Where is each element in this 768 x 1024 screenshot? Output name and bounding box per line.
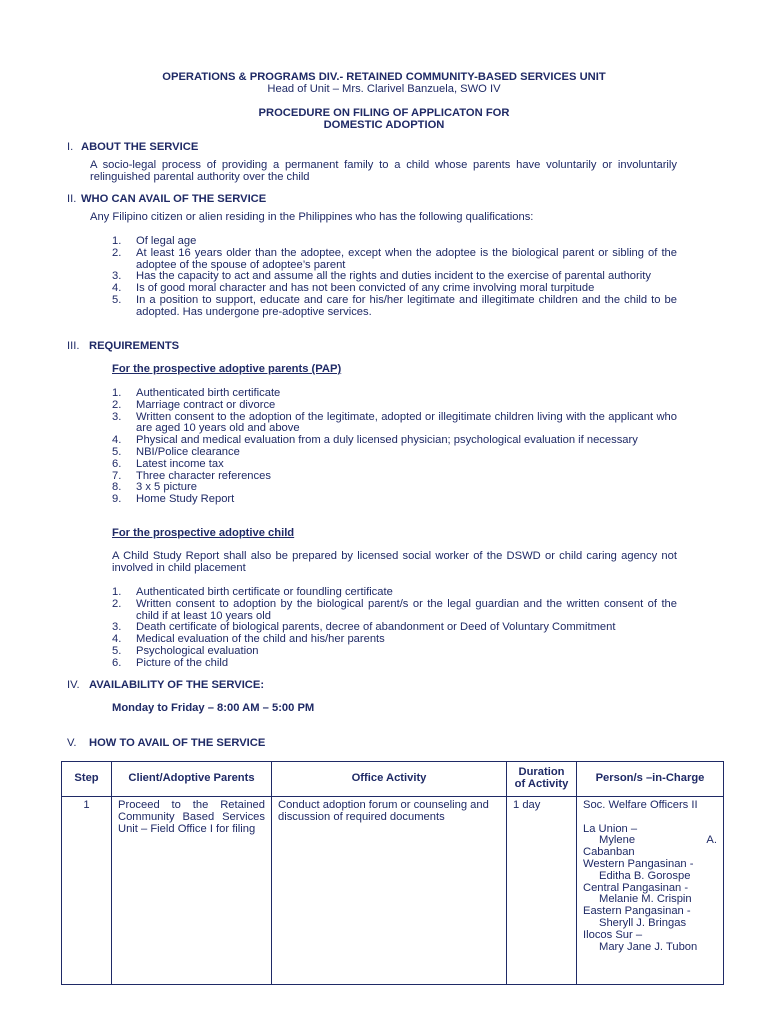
list-item: 1. Authenticated birth certificate <box>112 387 281 399</box>
list-item: 3. Written consent to the adoption of the legitimate, adopted or illegitimate children living with the applicant who are aged 10 years old and above <box>112 410 677 435</box>
column-header-office-activity: Office Activity <box>272 762 507 797</box>
pap-requirements-list <box>112 388 677 506</box>
person-in-charge-cell <box>577 797 724 985</box>
list-item: 4. Is of good moral character and has not been convicted of any crime involving moral turpitude <box>112 282 595 295</box>
list-item: 5. In a position to support, educate and care for his/her legitimate and illegitimate children and the child to be adopted. Has undergone pre-adoptive services. <box>112 293 677 318</box>
head-of-unit: Head of Unit – Mrs. Clarivel Banzuela, SWO IV <box>267 83 501 95</box>
list-item: 4. Physical and medical evaluation from a duly licensed physician; psychological evaluation if necessary <box>112 434 638 447</box>
section-title: AVAILABILITY OF THE SERVICE: <box>89 679 265 691</box>
procedure-title-line2: DOMESTIC ADOPTION <box>323 119 445 131</box>
officer-name-la-union-cont: Cabanban <box>583 846 635 859</box>
procedure-title-line1: PROCEDURE ON FILING OF APPLICATON FOR <box>258 107 510 119</box>
list-item: 7. Three character references <box>112 469 271 482</box>
column-header-person-in-charge: Person/s –in-Charge <box>577 762 724 797</box>
step-cell: 1 <box>62 797 112 985</box>
pap-requirements-heading: For the prospective adoptive parents (PAP) <box>112 363 342 375</box>
section-title: REQUIREMENTS <box>89 340 180 352</box>
child-study-report-text: A Child Study Report shall also be prepared by licensed social worker of the DSWD or child caring agency not involved in child placement <box>112 550 677 574</box>
list-item: 3. Death certificate of biological parents, decree of abandonment or Deed of Voluntary Commitment <box>112 621 616 634</box>
list-item: 6. Latest income tax <box>112 457 224 470</box>
officer-name-central-pangasinan: Melanie M. Crispin <box>599 893 692 906</box>
officer-name-western-pangasinan: Editha B. Gorospe <box>599 869 691 882</box>
list-item: 5. NBI/Police clearance <box>112 445 240 458</box>
about-service-text: A socio-legal process of providing a permanent family to a child whose parents have voluntarily or involuntarily relinguished parental authority over the child <box>90 159 677 183</box>
client-cell: Proceed to the Retained Community Based Services Unit – Field Office I for filing <box>112 797 272 985</box>
area-eastern-pangasinan: Eastern Pangasinan - <box>583 905 691 918</box>
section-title: WHO CAN AVAIL OF THE SERVICE <box>81 193 267 205</box>
list-item: 3. Has the capacity to act and assume all the rights and duties incident to the exercise of parental authority <box>112 270 651 283</box>
section-title: HOW TO AVAIL OF THE SERVICE <box>89 737 266 749</box>
section-2-heading <box>67 194 266 206</box>
area-la-union: La Union – <box>583 822 638 835</box>
area-western-pangasinan: Western Pangasinan - <box>583 857 694 870</box>
duration-cell: 1 day <box>507 797 577 985</box>
office-heading: OPERATIONS & PROGRAMS DIV.- RETAINED COMMUNITY-BASED SERVICES UNIT <box>162 71 606 83</box>
section-4-heading <box>67 680 264 692</box>
list-item: 1. Of legal age <box>112 235 197 247</box>
qualifications-intro: Any Filipino citizen or alien residing in the Philippines who has the following qualifications: <box>90 211 534 223</box>
list-item: 9. Home Study Report <box>112 493 235 506</box>
section-1-heading <box>67 142 198 154</box>
table-row <box>62 797 724 985</box>
child-requirements-list <box>112 587 677 670</box>
section-number: IV. <box>67 679 80 691</box>
officer-name-ilocos-sur: Mary Jane J. Tubon <box>599 940 698 953</box>
list-item: 2. Written consent to adoption by the biological parent/s or the legal guardian and the written consent of the child if at least 10 years old <box>112 597 677 622</box>
section-number: I. <box>67 141 74 153</box>
service-hours: Monday to Friday – 8:00 AM – 5:00 PM <box>112 702 315 714</box>
list-item: 6. Picture of the child <box>112 656 229 669</box>
section-title: ABOUT THE SERVICE <box>81 141 199 153</box>
area-central-pangasinan: Central Pangasinan - <box>583 881 689 894</box>
officer-name-la-union: Mylene A. <box>599 834 717 847</box>
list-item: 2. Marriage contract or divorce <box>112 398 276 411</box>
list-item: 4. Medical evaluation of the child and his/her parents <box>112 633 385 646</box>
column-header-duration <box>507 762 577 797</box>
list-item: 8. 3 x 5 picture <box>112 481 197 494</box>
qualifications-list <box>112 236 677 319</box>
column-header-client: Client/Adoptive Parents <box>112 762 272 797</box>
list-item: 2. At least 16 years older than the adoptee, except when the adoptee is the biological parent or sibling of the adoptee of the spouse of adoptee’s parent <box>112 246 677 271</box>
office-activity-cell: Conduct adoption forum or counseling and discussion of required documents <box>272 797 507 985</box>
column-header-step: Step <box>62 762 112 797</box>
area-ilocos-sur: Ilocos Sur – <box>583 928 643 941</box>
section-5-heading <box>67 738 265 750</box>
list-item: 1. Authenticated birth certificate or foundling certificate <box>112 586 393 598</box>
officer-title: Soc. Welfare Officers II <box>583 799 698 811</box>
procedure-table <box>61 761 724 985</box>
officer-name-eastern-pangasinan: Sheryll J. Bringas <box>599 916 687 929</box>
duration-header-line1: Duration <box>518 766 565 779</box>
section-number: II. <box>67 193 77 205</box>
table-header-row <box>62 762 724 797</box>
section-3-heading <box>67 341 179 353</box>
child-requirements-heading: For the prospective adoptive child <box>112 527 295 539</box>
section-number: V. <box>67 737 77 749</box>
duration-header-line2: of Activity <box>514 778 569 790</box>
section-number: III. <box>67 340 80 352</box>
list-item: 5. Psychological evaluation <box>112 644 259 657</box>
